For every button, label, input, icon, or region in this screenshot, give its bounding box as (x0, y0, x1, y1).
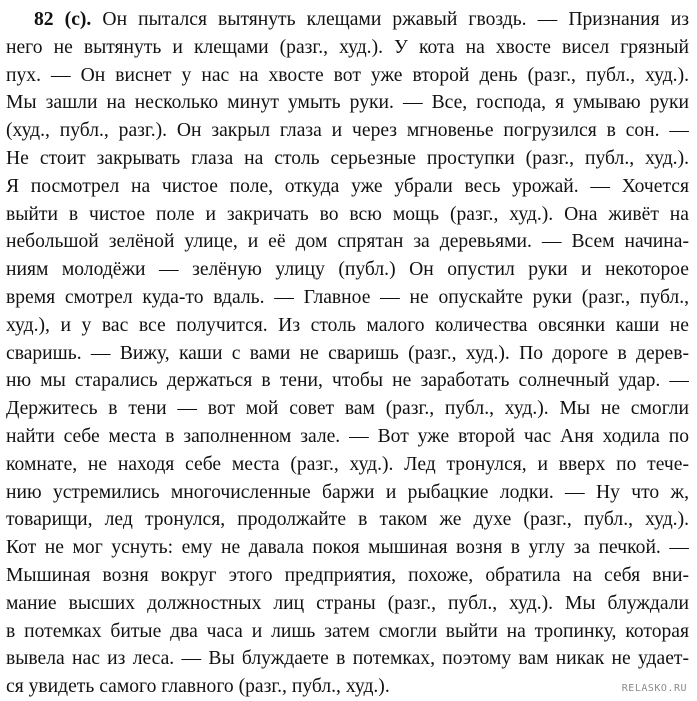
text-line: мание высших должностных лиц страны (разг., публ., худ.). Мы блуждали (6, 592, 689, 614)
text-line: выйти в чистое поле и закричать во всю мощь (разг., худ.). Она живёт на (6, 203, 689, 225)
text-line: найти себе места в заполненном зале. — Вот уже второй час Аня ходила по (6, 425, 689, 447)
text-line: время смотрел куда-то вдаль. — Главное — не опускайте руки (разг., публ., (6, 286, 689, 308)
text-line: Не стоит закрывать глаза на столь серьезные проступки (разг., публ., худ.). (6, 147, 689, 169)
text-line: товарищи, лед тронулся, продолжайте в таком же духе (разг., публ., худ.). (6, 509, 689, 531)
text-line: Мышиная возня вокруг этого предприятия, похоже, обратила на себя вни- (6, 564, 689, 586)
text-line: вывела нас из леса. — Вы блуждаете в потемках, поэтому вам никак не удает- (6, 648, 689, 670)
exercise-number: 82 (с). (34, 9, 92, 30)
text-line: Держитесь в тени — вот мой совет вам (разг., публ., худ.). Мы не смогли (6, 398, 689, 420)
text-line: Я посмотрел на чистое поле, откуда уже убрали весь урожай. — Хочется (6, 175, 689, 197)
text-line: нию устремились многочисленные баржи и рыбацкие лодки. — Ну что ж, (6, 481, 689, 503)
text-line: ниям молодёжи — зелёную улицу (публ.) Он опустил руки и некоторое (6, 259, 689, 281)
text-line: (худ., публ., разг.). Он закрыл глаза и через мгновенье погрузился в сон. — (6, 120, 689, 142)
text-line: сваришь. — Вижу, каши с вами не сваришь (разг., худ.). По дороге в дерев- (6, 342, 689, 364)
text-line: Кот не мог уснуть: ему не давала покоя мышиная возня в углу за печкой. — (6, 537, 689, 559)
text-line: него не вытянуть и клещами (разг., худ.). У кота на хвосте висел грязный (6, 36, 689, 58)
text-line: ню мы старались держаться в тени, чтобы не заработать солнечный удар. — (6, 370, 689, 392)
text-line: худ.), и у вас все получится. Из столь малого количества овсянки каши не (6, 314, 689, 336)
text-line: комнате, не находя себе места (разг., худ.). Лед тронулся, и вверх по тече- (6, 453, 689, 475)
text-line: Мы зашли на несколько минут умыть руки. — Все, господа, я умываю руки (6, 92, 689, 114)
text-line: небольшой зелёной улице, и её дом спрятан за деревьями. — Всем начина- (6, 231, 689, 253)
text-line: ся увидеть самого главного (разг., публ., худ.). (6, 676, 390, 698)
text-line: 82 (с). Он пытался вытянуть клещами ржавый гвоздь. — Признания из (34, 9, 689, 30)
watermark: RELASKO.RU (621, 683, 687, 694)
text-line: пух. — Он виснет у нас на хвосте вот уже второй день (разг., публ., худ.). (6, 64, 689, 86)
text-line: в потемках битые два часа и лишь затем смогли выйти на тропинку, которая (6, 620, 689, 642)
